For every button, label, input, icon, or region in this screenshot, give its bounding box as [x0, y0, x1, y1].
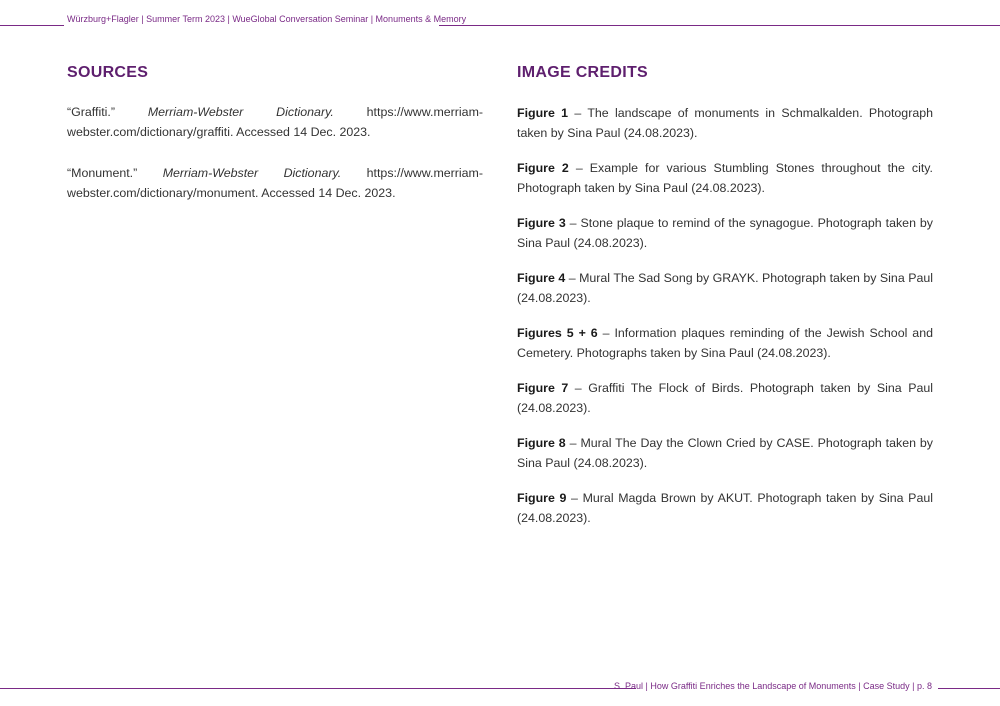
credit-item	[517, 158, 933, 198]
header-rule-right	[439, 25, 1000, 26]
sources-heading: SOURCES	[67, 64, 149, 81]
credit-item	[517, 378, 933, 418]
credit-item	[517, 433, 933, 473]
source-entry	[67, 163, 483, 203]
credit-text: – Information plaques reminding of the Jewish School and Cemetery. Photographs taken by Sina Paul (24.08.2023).	[517, 326, 933, 360]
source-entry-rest: https://www.merriam-webster.com/dictionary/graffiti. Accessed 14 Dec. 2023.	[67, 105, 484, 139]
credit-label: Figure 7	[517, 381, 569, 395]
credit-label: Figure 8	[517, 436, 566, 450]
image-credits-heading: IMAGE CREDITS	[517, 64, 649, 81]
image-credits-column	[517, 64, 933, 543]
source-entry-rest: https://www.merriam-webster.com/dictionary/monument. Accessed 14 Dec. 2023.	[67, 166, 483, 200]
page-header	[0, 11, 1000, 31]
credit-label: Figure 4	[517, 271, 566, 285]
header-text: Würzburg+Flagler | Summer Term 2023 | WueGlobal Conversation Seminar | Monuments & Memory	[67, 14, 467, 24]
credit-item	[517, 488, 933, 528]
credit-item	[517, 268, 933, 308]
source-entry-lead: “Monument.”	[67, 166, 163, 180]
sources-column	[67, 64, 483, 224]
footer-rule-left	[0, 688, 636, 689]
credit-text: – Graffiti The Flock of Birds. Photograph taken by Sina Paul (24.08.2023).	[517, 381, 933, 415]
credit-item	[517, 103, 933, 143]
credit-item	[517, 213, 933, 253]
credit-label: Figures 5 + 6	[517, 326, 598, 340]
credit-text: – The landscape of monuments in Schmalkalden. Photograph taken by Sina Paul (24.08.2023).	[517, 106, 933, 140]
credit-text: – Example for various Stumbling Stones throughout the city. Photograph taken by Sina Paul (24.08.2023).	[517, 161, 933, 195]
header-rule-left	[0, 25, 64, 26]
credit-text: – Mural The Day the Clown Cried by CASE. Photograph taken by Sina Paul (24.08.2023).	[517, 436, 933, 470]
footer-rule-right	[938, 688, 1000, 689]
source-entry-title: Merriam-Webster Dictionary.	[147, 105, 334, 119]
credit-label: Figure 9	[517, 491, 567, 505]
credit-label: Figure 2	[517, 161, 569, 175]
footer-text: S. Paul | How Graffiti Enriches the Landscape of Monuments | Case Study | p. 8	[613, 681, 932, 691]
page-footer	[0, 678, 1000, 698]
credit-text: – Stone plaque to remind of the synagogue. Photograph taken by Sina Paul (24.08.2023).	[517, 216, 933, 250]
credit-text: – Mural The Sad Song by GRAYK. Photograph taken by Sina Paul (24.08.2023).	[517, 271, 933, 305]
credit-label: Figure 3	[517, 216, 566, 230]
credit-text: – Mural Magda Brown by AKUT. Photograph taken by Sina Paul (24.08.2023).	[517, 491, 933, 525]
credit-item	[517, 323, 933, 363]
source-entry-lead: “Graffiti.”	[67, 105, 148, 119]
credit-label: Figure 1	[517, 106, 569, 120]
source-entry	[67, 102, 483, 142]
source-entry-title: Merriam-Webster Dictionary.	[162, 166, 342, 180]
